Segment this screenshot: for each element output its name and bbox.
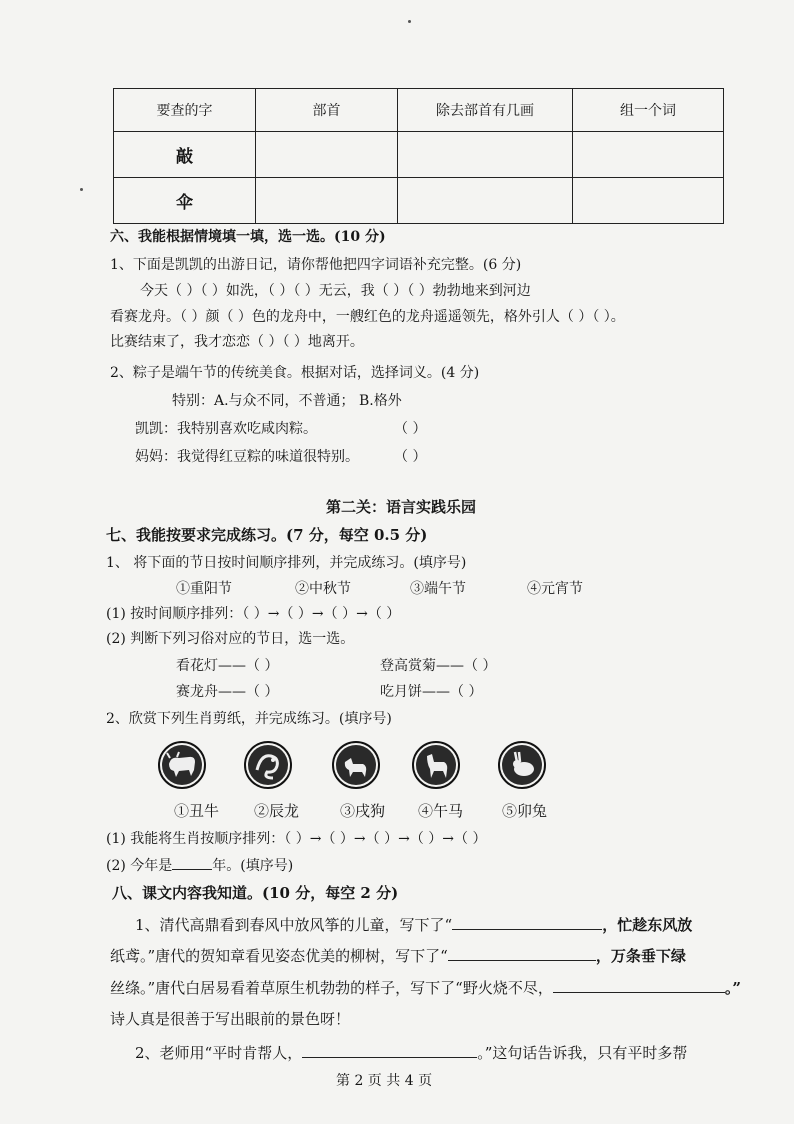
- poem-blank-2[interactable]: [448, 960, 596, 961]
- s8-line3-text: 丝绦。”唐代白居易看着草原生机勃勃的样子，写下了“野火烧不尽，: [110, 979, 553, 997]
- s8-line5: [135, 1042, 687, 1063]
- s6-q1-line2: 看赛龙舟。（ ）颜（ ）色的龙舟中，一艘红色的龙舟遥遥领先，格外引人（ ）（ ）。: [110, 309, 625, 325]
- s8-line2-tail: ，万条垂下绿: [595, 947, 686, 965]
- custom-item: 登高赏菊——（ ）: [380, 658, 497, 674]
- horse-papercut-icon: [411, 740, 461, 790]
- s8-line1-text: 1、清代高鼎看到春风中放风筝的儿童，写下了“: [135, 916, 453, 934]
- festival-item: ①重阳节: [176, 581, 232, 597]
- s8-line3: [110, 977, 741, 998]
- ox-papercut-icon: [157, 740, 207, 790]
- zodiac-label: ④午马: [418, 802, 464, 820]
- table-cell-blank: [256, 132, 398, 178]
- zodiac-label: ③戌狗: [340, 802, 386, 820]
- table-row: [114, 178, 724, 224]
- table-cell-blank: [573, 178, 724, 224]
- s7-q1-sub1: (1) 按时间顺序排列：（ ）→（ ）→（ ）→（ ）: [106, 606, 401, 622]
- table-header: 组一个词: [573, 89, 724, 132]
- s6-q2-prompt: 2、粽子是端午节的传统美食。根据对话，选择词义。(4 分): [110, 365, 480, 381]
- s6-q1-line3: 比赛结束了，我才恋恋（ ）（ ）地离开。: [110, 334, 364, 350]
- s6-q2-answer-1: （ ）: [394, 421, 427, 437]
- s6-q2-dialogue-kaikai: 凯凯：我特别喜欢吃咸肉粽。: [135, 421, 317, 437]
- scan-speck: [80, 188, 83, 191]
- dragon-papercut-icon: [243, 740, 293, 790]
- table-cell: 敲: [114, 132, 256, 178]
- table-header: 要查的字: [114, 89, 256, 132]
- custom-item: 吃月饼——（ ）: [380, 684, 483, 700]
- s6-q2-dialogue-mom: 妈妈：我觉得红豆粽的味道很特别。: [135, 449, 359, 465]
- s6-q1-prompt: 1、下面是凯凯的出游日记，请你帮他把四字词语补充完整。(6 分): [110, 257, 522, 273]
- s7-q1-prompt: 1、 将下面的节日按时间顺序排列，并完成练习。(填序号): [106, 555, 467, 571]
- table-cell-blank: [398, 132, 573, 178]
- custom-item: 看花灯——（ ）: [176, 658, 279, 674]
- table-header: 部首: [256, 89, 398, 132]
- zodiac-label: ⑤卯兔: [502, 802, 548, 820]
- s8-line3-tail: 。”: [724, 979, 741, 997]
- char-lookup-table: [113, 88, 724, 224]
- s7-q2-prompt: 2、欣赏下列生肖剪纸，并完成练习。(填序号): [106, 711, 392, 727]
- zodiac-label: ①丑牛: [174, 802, 220, 820]
- s6-q1-line1: 今天（ ）（ ）如洗，（ ）（ ）无云，我（ ）（ ）勃勃地来到河边: [140, 283, 531, 299]
- s8-line1-tail: ，忙趁东风放: [602, 916, 693, 934]
- s7-q1-sub2: (2) 判断下列习俗对应的节日，选一选。: [106, 631, 355, 647]
- festival-item: ②中秋节: [295, 581, 351, 597]
- s8-line2-text: 纸鸢。”唐代的贺知章看见姿态优美的柳树，写下了“: [110, 947, 448, 965]
- s7-q2-sub2: [106, 855, 293, 875]
- table-cell-blank: [573, 132, 724, 178]
- table-cell: 伞: [114, 178, 256, 224]
- page-number: 第 2 页 共 4 页: [336, 1073, 433, 1089]
- festival-item: ③端午节: [410, 581, 466, 597]
- s6-q2-answer-2: （ ）: [394, 449, 427, 465]
- s8-line5-text: 2、老师用“平时肯帮人，: [135, 1044, 303, 1062]
- s8-line1: [135, 914, 692, 935]
- table-row: [114, 132, 724, 178]
- rabbit-papercut-icon: [497, 740, 547, 790]
- s7-q2-sub1: (1) 我能将生肖按顺序排列：（ ）→（ ）→（ ）→（ ）→（ ）: [106, 831, 487, 847]
- table-cell-blank: [256, 178, 398, 224]
- table-header-row: [114, 89, 724, 132]
- section-6-title: 六、我能根据情境填一填，选一选。(10 分): [110, 229, 386, 245]
- s7-q2-sub2-prefix: (2) 今年是: [106, 858, 173, 874]
- section-7-title: 七、我能按要求完成练习。(7 分，每空 0.5 分): [106, 526, 428, 544]
- scan-speck: [408, 20, 411, 23]
- poem-blank-3[interactable]: [553, 992, 725, 993]
- zodiac-label: ②辰龙: [254, 802, 300, 820]
- answer-blank[interactable]: [172, 869, 212, 870]
- s8-line5-tail: 。”这句话告诉我，只有平时多帮: [477, 1044, 688, 1062]
- s6-q2-definition: 特别：A.与众不同，不普通； B.格外: [172, 393, 402, 409]
- s8-line4: 诗人真是很善于写出眼前的景色呀！: [110, 1010, 351, 1028]
- dog-papercut-icon: [331, 740, 381, 790]
- table-header: 除去部首有几画: [398, 89, 573, 132]
- s8-line2: [110, 945, 686, 966]
- s7-q2-sub2-suffix: 年。(填序号): [212, 858, 294, 874]
- custom-item: 赛龙舟——（ ）: [176, 684, 279, 700]
- poem-blank-1[interactable]: [452, 929, 602, 930]
- table-cell-blank: [398, 178, 573, 224]
- part-2-title: 第二关：语言实践乐园: [326, 498, 477, 516]
- saying-blank[interactable]: [302, 1057, 477, 1058]
- festival-item: ④元宵节: [527, 581, 583, 597]
- section-8-title: 八、课文内容我知道。(10 分，每空 2 分): [112, 884, 399, 902]
